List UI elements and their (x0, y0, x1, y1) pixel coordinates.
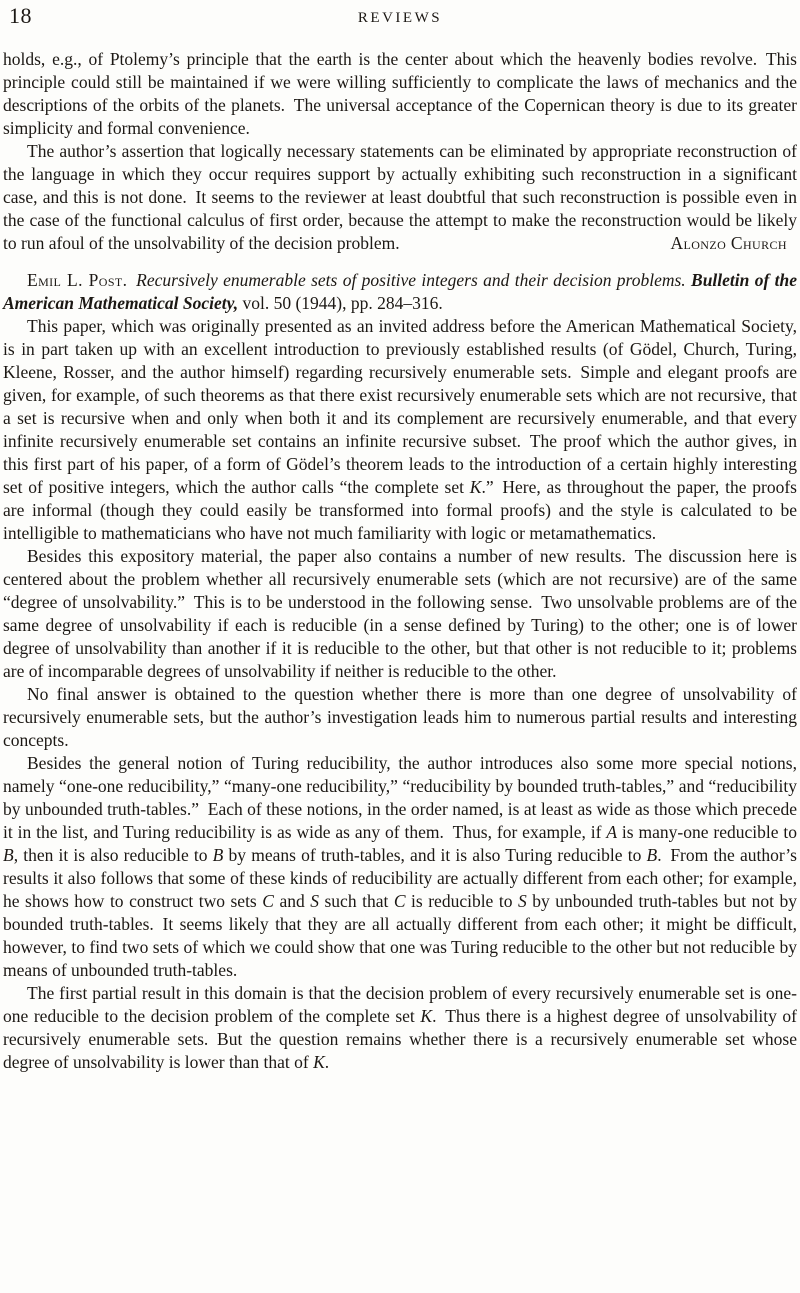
paragraph-post-overview (3, 315, 797, 545)
text-run: C (262, 891, 274, 911)
text-run: B (646, 845, 658, 865)
review-body (3, 48, 797, 1074)
paragraph-church-review-conclusion (3, 140, 797, 255)
paragraph-reducibility-notions (3, 752, 797, 982)
paragraph-new-results (3, 545, 797, 683)
text-run: The author’s assertion that logically necessary statements can be eliminated by appropriate reconstruction of the language in which they occur requires support by actually exhibiting such reconstruction in a significant case, and this is not done. It seems to the reviewer at least doubtful that such reconstruction is possible even in the case of the functional calculus of first order, because the attempt to make the reconstruction would be likely to run afoul of the unsolvability of the decision problem. (3, 141, 797, 253)
review-title: Recursively enumerable sets of positive integers and their decision problems. (136, 270, 686, 290)
text-run: K (469, 477, 482, 497)
text-run: by unbounded truth-tables but not by bounded truth-tables. It seems likely that they are all actually different from each other; it might be difficult, however, to find two sets of which we could show that one was Turing reducible to the other but not reducible by means of unbounded truth-tables. (3, 891, 797, 980)
text-run: B (3, 845, 14, 865)
text-run: . From the author’s results it also follows that some of these kinds of reducibility are actually different from each other; for example, he shows how to construct two sets (3, 845, 797, 911)
text-run: , then it is also reducible to (13, 845, 213, 865)
text-run: S (517, 891, 527, 911)
text-run: Besides the general notion of Turing reducibility, the author introduces also some more special notions, namely “one-one reducibility,” “many-one reducibility,” “reducibility by bounded truth-tables,” and “reducibility by unbounded truth-tables.” Each of these notions, in the order named, is at least as wide as those which precede it in the list, and Turing reducibility is as wide as any of them. Thus, for example, if (3, 753, 797, 842)
text-run: .” Here, as throughout the paper, the proofs are informal (though they could easily be transformed into formal proofs) and the style is calculated to be intelligible to mathematicians who have not much familiarity with logic or metamathematics. (3, 477, 797, 543)
review-journal: Bulletin of the American Mathematical Society, (3, 270, 798, 313)
paragraph-no-final-answer (3, 683, 797, 752)
text-run: by means of truth-tables, and it is also Turing reducible to (223, 845, 647, 865)
paragraph-first-partial-result (3, 982, 797, 1074)
text-run: This paper, which was originally presented as an invited address before the American Mathematical Society, is in part taken up with an excellent introduction to previously established results (of Gödel, Church, Turing, Kleene, Rosser, and the author himself) regarding recursively enumerable sets. Simple and elegant proofs are given, for example, of such theorems as that there exist recursively enumerable sets which are not recursive, that a set is recursive when and only when both it and its complement are recursively enumerable, and that every infinite recursively enumerable set contains an infinite recursive subset. The proof which the author gives, in this first part of his paper, of a form of Gödel’s theorem leads to the introduction of a certain highly interesting set of positive integers, which the author calls “the complete set (3, 316, 797, 497)
text-run: A (606, 822, 618, 842)
text-run: No final answer is obtained to the question whether there is more than one degree of unsolvability of recursively enumerable sets, but the author’s investigation leads him to numerous partial results and interesting concepts. (3, 684, 797, 750)
reviewer-signature: Alonzo Church (670, 233, 787, 253)
text-run: S (310, 891, 319, 911)
paragraph-church-review-continuation (3, 48, 797, 140)
text-run (127, 270, 136, 290)
text-run: . Thus there is a highest degree of unsolvability of recursively enumerable sets. But the question remains whether there is a recursively enumerable set whose degree of unsolvability is lower than that of (3, 1006, 797, 1072)
review-volume-info: vol. 50 (1944), pp. 284–316. (238, 293, 443, 313)
running-title: REVIEWS (357, 10, 443, 26)
text-run: B (212, 845, 224, 865)
page-header (3, 4, 797, 32)
review-author: Emil L. Post. (27, 270, 128, 290)
text-run: is reducible to (405, 891, 518, 911)
text-run: The first partial result in this domain is that the decision problem of every recursively enumerable set is one-one reducible to the decision problem of the complete set (3, 983, 797, 1026)
text-run: K (420, 1006, 433, 1026)
text-run: holds, e.g., of Ptolemy’s principle that the earth is the center about which the heavenly bodies revolve. This principle could still be maintained if we were willing sufficiently to complicate the laws of mechanics and the descriptions of the orbits of the planets. The universal acceptance of the Copernican theory is due to its greater simplicity and formal convenience. (3, 49, 797, 138)
text-run: Besides this expository material, the paper also contains a number of new results. The discussion here is centered about the problem whether all recursively enumerable sets (which are not recursive) are of the same “degree of unsolvability.” This is to be understood in the following sense. Two unsolvable problems are of the same degree of unsolvability if each is reducible (in a sense defined by Turing) to the other; one is of lower degree of unsolvability than another if it is reducible to the other, but that other is not reducible to it; problems are of incomparable degrees of unsolvability if neither is reducible to the other. (3, 546, 797, 681)
review-citation (3, 269, 797, 315)
page-number: 18 (9, 3, 32, 28)
text-run: is many-one reducible to (617, 822, 797, 842)
text-run: C (393, 891, 406, 911)
text-run: such that (318, 891, 394, 911)
text-run: K (313, 1052, 325, 1072)
text-run: and (273, 891, 311, 911)
text-run: . (324, 1052, 330, 1072)
